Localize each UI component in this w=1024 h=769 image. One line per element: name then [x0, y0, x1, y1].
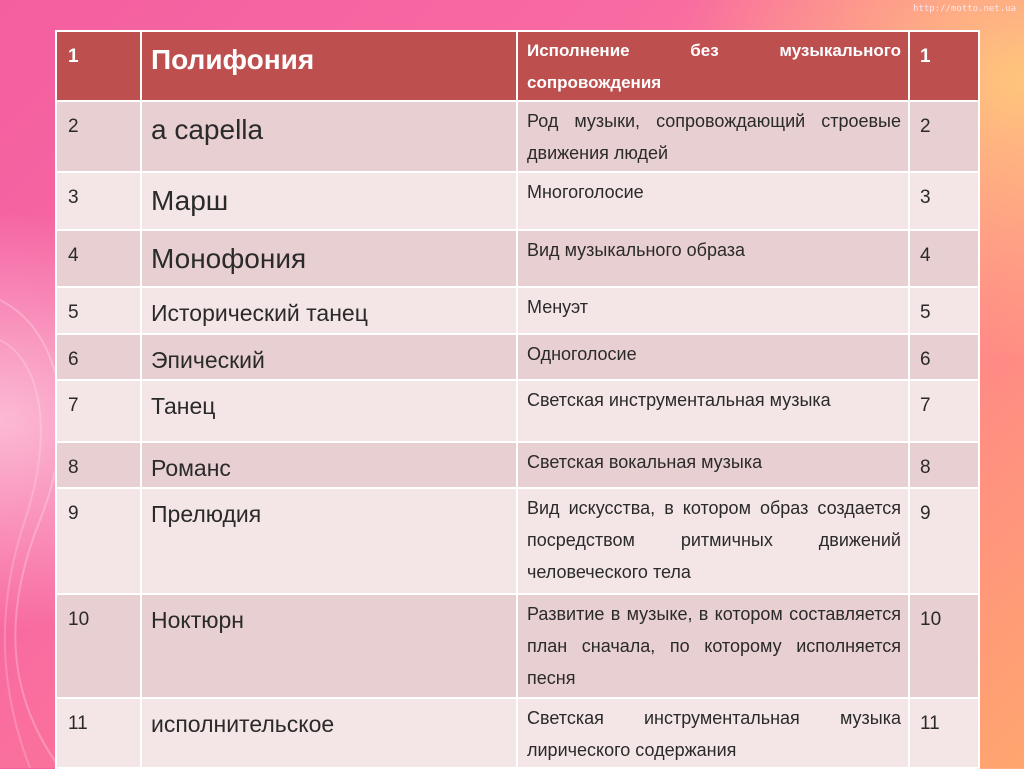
definition-number: 2: [909, 101, 979, 172]
table-row: [56, 334, 979, 380]
definition-cell: Вид музыкального образа: [517, 230, 909, 287]
term-cell: Прелюдия: [141, 488, 517, 594]
table-row: [56, 488, 979, 594]
definition-cell: Вид искусства, в котором образ создается посредством ритмичных движений человеческого тела: [517, 488, 909, 594]
row-number: 7: [56, 380, 141, 442]
row-number: 11: [56, 698, 141, 768]
term-cell: исполнительское: [141, 698, 517, 768]
row-number: 9: [56, 488, 141, 594]
table-row: [56, 230, 979, 287]
definition-number: 3: [909, 172, 979, 230]
table-row: [56, 287, 979, 334]
definition-number: 1: [909, 31, 979, 101]
term-cell: Монофония: [141, 230, 517, 287]
table-row: [56, 380, 979, 442]
definition-cell: Развитие в музыке, в котором составляется план сначала, по которому исполняется песня: [517, 594, 909, 698]
term-cell: Танец: [141, 380, 517, 442]
table-row: [56, 698, 979, 768]
term-cell: a capella: [141, 101, 517, 172]
definition-cell: Светская вокальная музыка: [517, 442, 909, 488]
row-number: 1: [56, 31, 141, 101]
table-row: [56, 101, 979, 172]
table-row: [56, 172, 979, 230]
term-cell: Полифония: [141, 31, 517, 101]
definition-cell: Род музыки, сопровождающий строевые движения людей: [517, 101, 909, 172]
definition-cell: Многоголосие: [517, 172, 909, 230]
term-cell: Марш: [141, 172, 517, 230]
row-number: 6: [56, 334, 141, 380]
definition-number: 9: [909, 488, 979, 594]
row-number: 10: [56, 594, 141, 698]
term-cell: Эпический: [141, 334, 517, 380]
table-row: [56, 31, 979, 101]
definition-cell: Исполнение без музыкального сопровождения: [517, 31, 909, 101]
row-number: 8: [56, 442, 141, 488]
definition-cell: Одноголосие: [517, 334, 909, 380]
definition-number: 4: [909, 230, 979, 287]
definition-cell: Светская инструментальная музыка лирического содержания: [517, 698, 909, 768]
definition-number: 5: [909, 287, 979, 334]
definition-number: 8: [909, 442, 979, 488]
table-row: [56, 442, 979, 488]
definition-cell: Менуэт: [517, 287, 909, 334]
row-number: 4: [56, 230, 141, 287]
term-cell: Романс: [141, 442, 517, 488]
definition-cell: Светская инструментальная музыка: [517, 380, 909, 442]
table-row: [56, 594, 979, 698]
term-cell: Исторический танец: [141, 287, 517, 334]
term-cell: Ноктюрн: [141, 594, 517, 698]
matching-table: [55, 30, 980, 769]
definition-number: 7: [909, 380, 979, 442]
watermark-url: http://motto.net.ua: [913, 4, 1016, 14]
definition-number: 10: [909, 594, 979, 698]
row-number: 5: [56, 287, 141, 334]
definition-number: 6: [909, 334, 979, 380]
row-number: 3: [56, 172, 141, 230]
row-number: 2: [56, 101, 141, 172]
definition-number: 11: [909, 698, 979, 768]
